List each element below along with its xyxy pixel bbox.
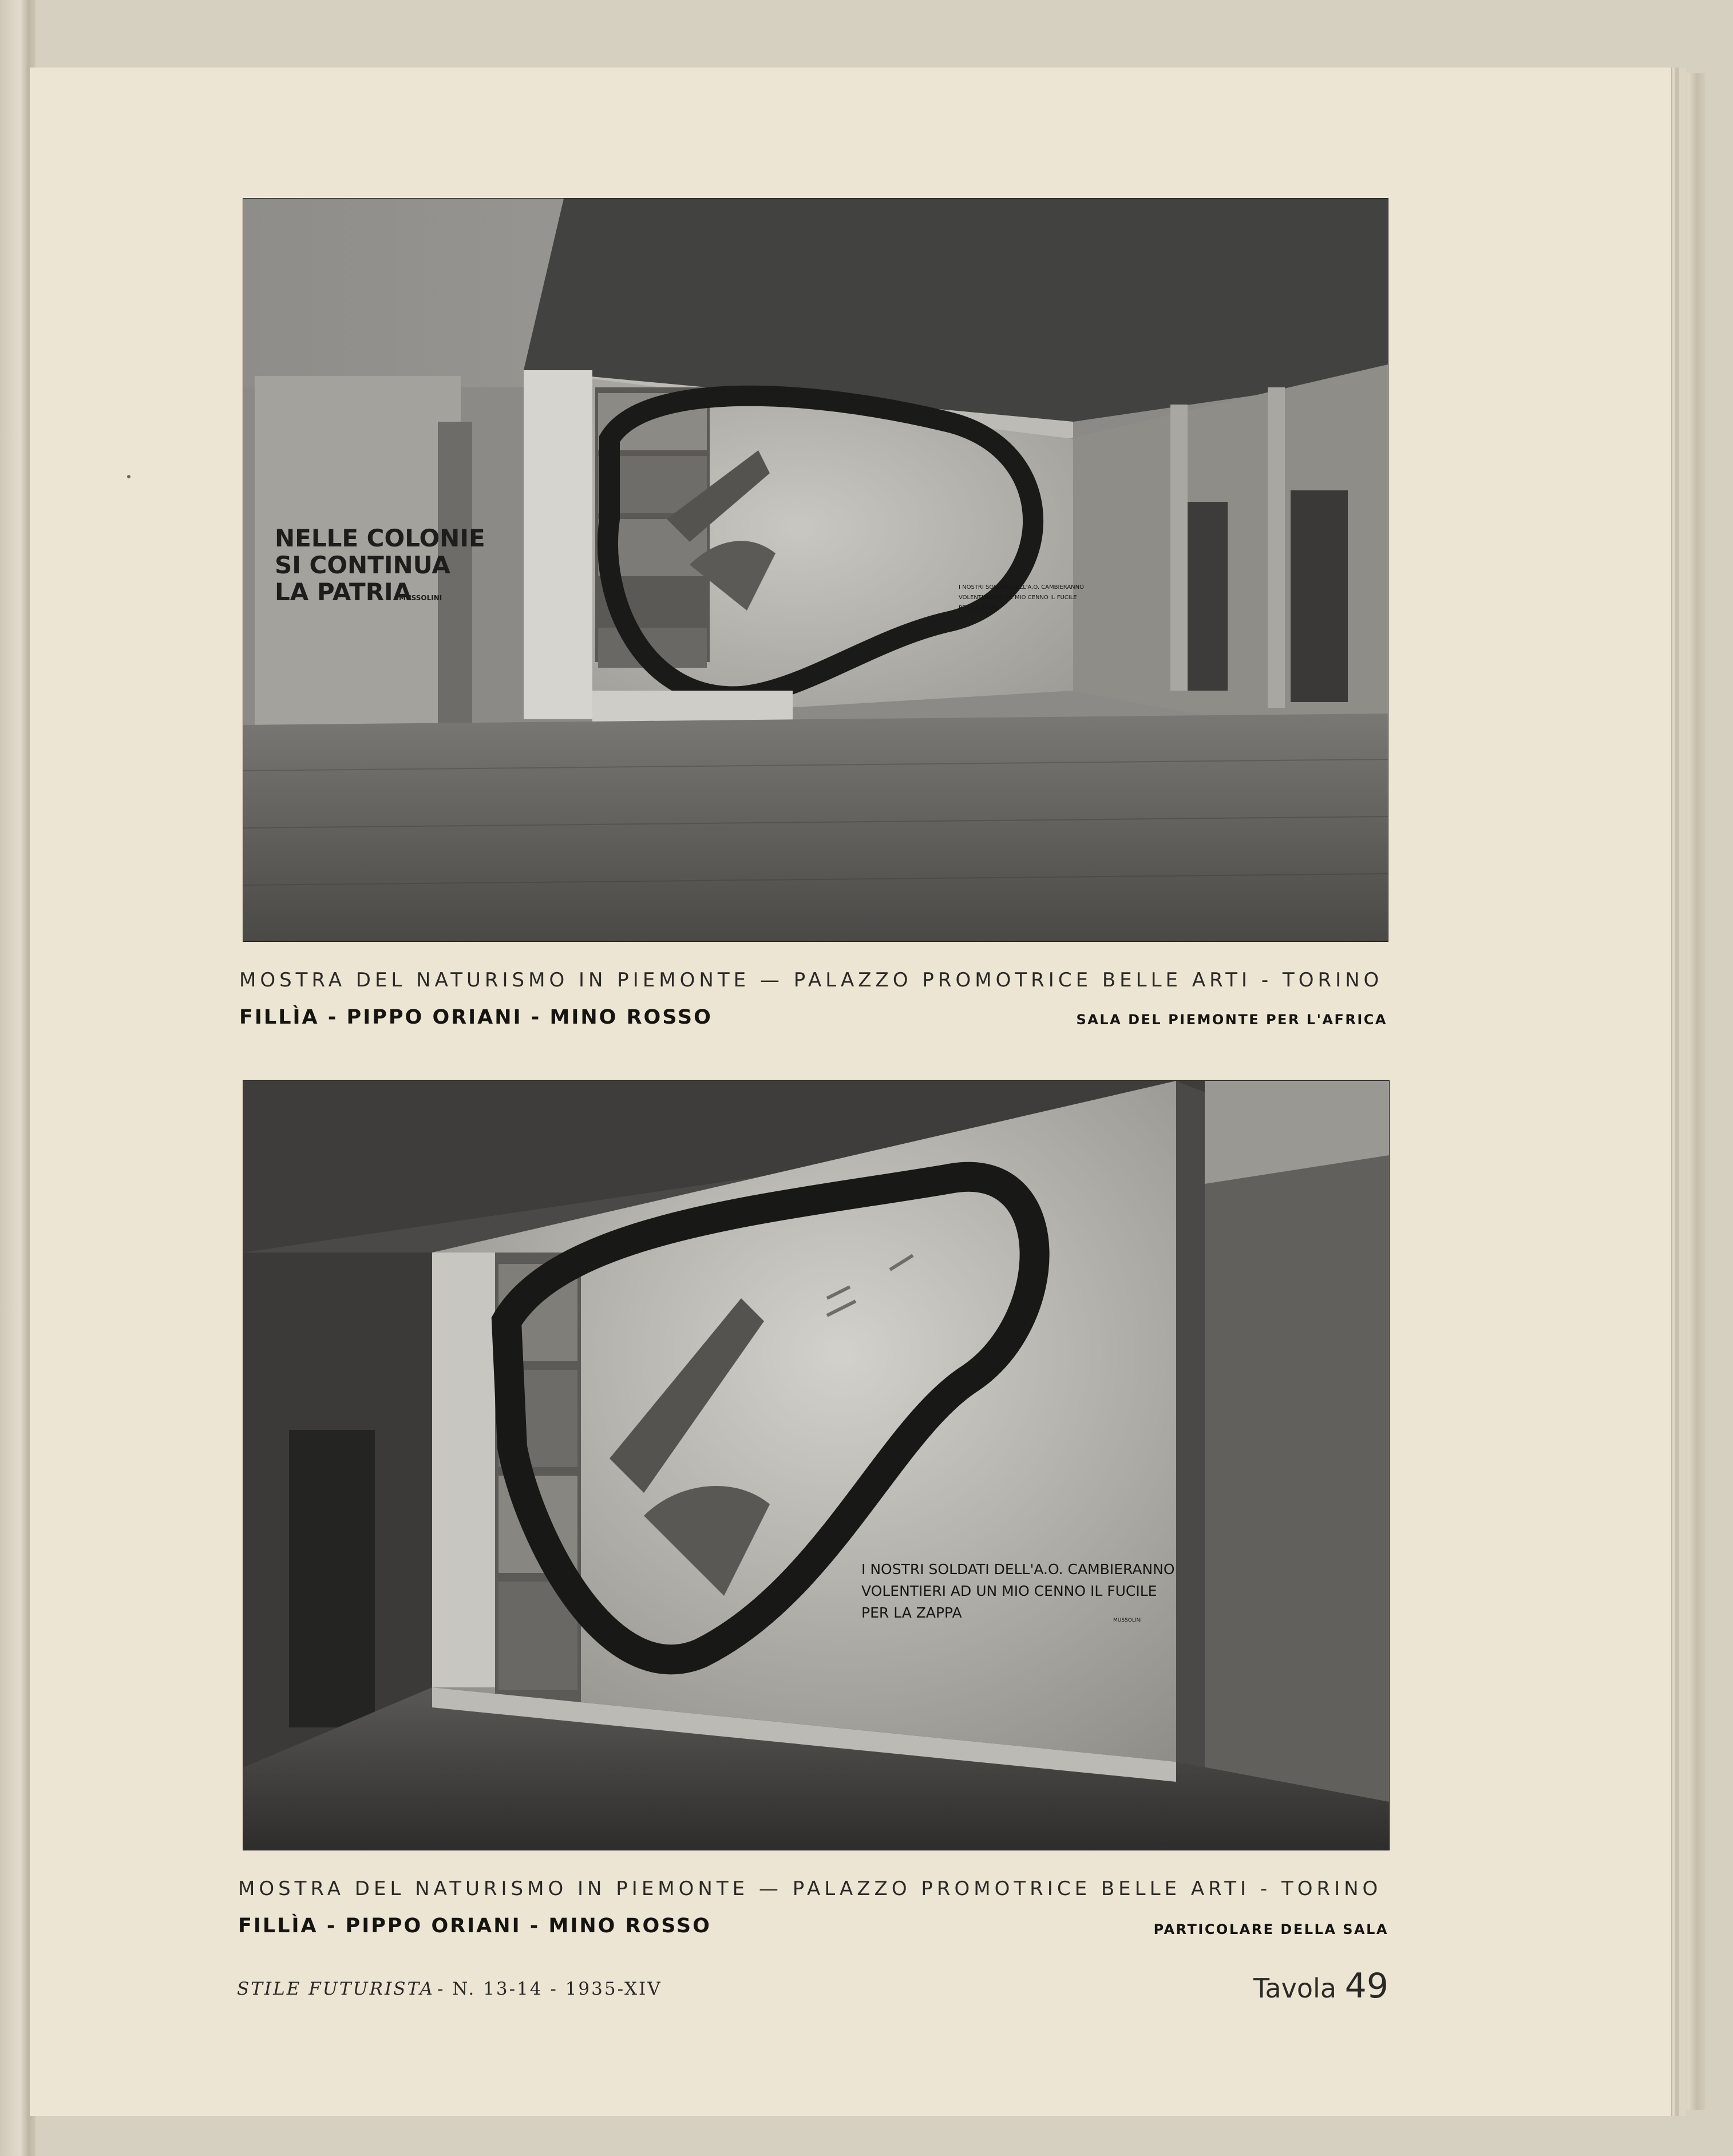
panel-quote-line-1: I NOSTRI SOLDATI DELL'A.O. CAMBIERANNO [861, 1561, 1175, 1578]
wall-slogan-line-2: SI CONTINUA [275, 551, 450, 579]
footer-credit [237, 1979, 662, 1999]
magazine-page [30, 68, 1671, 2116]
panel-quote-attribution: MUSSOLINI [1113, 1618, 1142, 1623]
photo-exhibition-hall-image [243, 199, 1388, 941]
page-speck [127, 475, 130, 478]
panel-quote-line-3: PER LA ZAPPA [959, 605, 999, 611]
panel-quote-line-2: VOLENTIERI AD UN MIO CENNO IL FUCILE [861, 1583, 1157, 1599]
wall-slogan-attribution: MUSSOLINI [399, 594, 442, 602]
photo-panel-detail [243, 1080, 1390, 1850]
panel-quote-line-3: PER LA ZAPPA [861, 1604, 962, 1621]
caption-bottom-authors: FILLÌA - PIPPO ORIANI - MINO ROSSO [238, 1915, 711, 1937]
caption-top-title: MOSTRA DEL NATURISMO IN PIEMONTE — PALAZZO PROMOTRICE BELLE ARTI - TORINO [239, 969, 1383, 992]
magazine-title: STILE FUTURISTA [237, 1979, 434, 1999]
caption-top-detail: SALA DEL PIEMONTE PER L'AFRICA [1076, 1012, 1387, 1028]
photo-exhibition-hall [243, 198, 1388, 942]
panel-quote-line-1: I NOSTRI SOLDATI DELL'A.O. CAMBIERANNO [959, 584, 1084, 590]
wall-slogan-line-1: NELLE COLONIE [275, 524, 485, 552]
panel-quote-line-2: VOLENTIERI AD UN MIO CENNO IL FUCILE [959, 595, 1077, 601]
caption-top-authors: FILLÌA - PIPPO ORIANI - MINO ROSSO [239, 1006, 713, 1029]
plate-number: 49 [1344, 1966, 1388, 2006]
page-stack-edge [1671, 73, 1706, 2110]
wall-slogan-line-3: LA PATRIA [275, 578, 412, 606]
photo-panel-detail-image [243, 1081, 1389, 1850]
plate-label: Tavola [1253, 1973, 1337, 2004]
plate-marker [1253, 1966, 1388, 2006]
caption-bottom-title: MOSTRA DEL NATURISMO IN PIEMONTE — PALAZZO PROMOTRICE BELLE ARTI - TORINO [238, 1877, 1382, 1900]
issue-info: - N. 13-14 - 1935-XIV [437, 1979, 662, 1999]
caption-bottom-detail: PARTICOLARE DELLA SALA [1153, 1921, 1388, 1937]
